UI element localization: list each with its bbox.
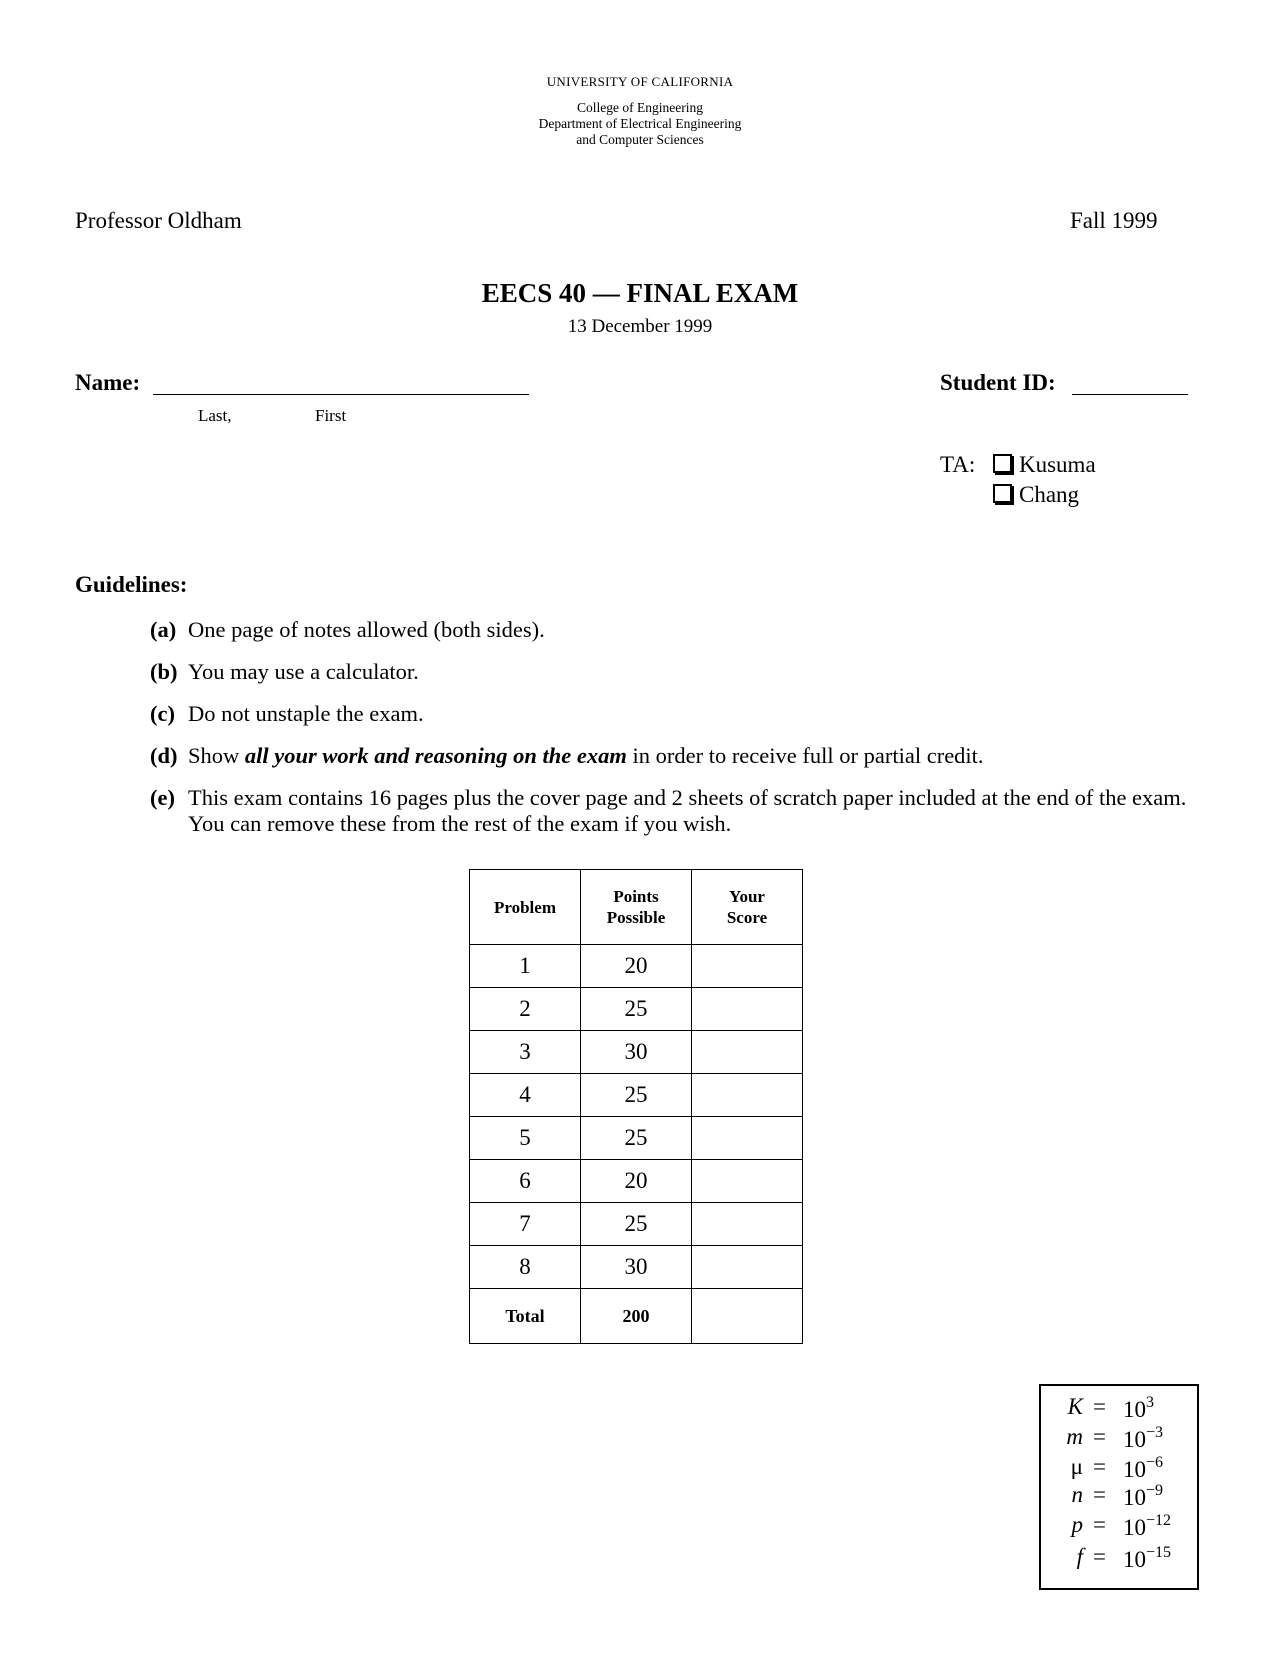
score-cell[interactable] bbox=[692, 1203, 803, 1246]
guidelines-title: Guidelines: bbox=[75, 572, 188, 597]
score-cell[interactable] bbox=[692, 988, 803, 1031]
exam-date: 13 December 1999 bbox=[567, 316, 713, 337]
ta-option-kusuma[interactable] bbox=[993, 452, 1096, 478]
guideline-item bbox=[150, 617, 1200, 643]
professor-name: Professor Oldham bbox=[75, 208, 242, 233]
problem-number: 6 bbox=[470, 1160, 581, 1203]
prefix-exponent: −6 bbox=[1146, 1454, 1164, 1471]
prefix-row: p = $10^{-12}$ bbox=[1071, 1512, 1172, 1540]
department-line-continued: and Computer Sciences bbox=[576, 132, 704, 147]
prefix-row: n = $10^{-9}$ bbox=[1071, 1482, 1164, 1510]
checkbox-icon[interactable] bbox=[993, 454, 1012, 473]
prefix-symbol: m bbox=[1066, 1424, 1083, 1449]
prefix-symbol: μ bbox=[1070, 1454, 1083, 1479]
prefix-row: μ = $10^{-6}$ bbox=[1070, 1454, 1164, 1482]
table-row bbox=[470, 1160, 803, 1203]
total-score-cell[interactable] bbox=[692, 1289, 803, 1344]
table-row bbox=[470, 1074, 803, 1117]
prefix-exponent: −12 bbox=[1146, 1512, 1172, 1529]
score-cell[interactable] bbox=[692, 945, 803, 988]
prefix-exponent: −9 bbox=[1146, 1482, 1164, 1499]
score-table-header-row bbox=[470, 870, 803, 945]
guideline-text-pre: Show bbox=[188, 743, 245, 768]
guideline-text: This exam contains 16 pages plus the cover page and 2 sheets of scratch paper included at the end of the exam. You can remove these from the rest of the exam if you wish. bbox=[188, 785, 1187, 836]
table-row bbox=[470, 988, 803, 1031]
prefix-base: 10 bbox=[1123, 1427, 1146, 1452]
score-table bbox=[469, 869, 803, 1344]
points-possible: 30 bbox=[581, 1246, 692, 1289]
prefix-symbol: f bbox=[1076, 1544, 1083, 1569]
prefix-symbol: n bbox=[1071, 1482, 1083, 1507]
header-problem: Problem bbox=[470, 870, 581, 945]
guideline-item bbox=[150, 659, 1200, 685]
problem-number: 3 bbox=[470, 1031, 581, 1074]
prefix-base: 10 bbox=[1123, 1547, 1146, 1572]
prefix-base: 10 bbox=[1123, 1485, 1146, 1510]
points-possible: 20 bbox=[581, 945, 692, 988]
name-field[interactable] bbox=[153, 394, 529, 395]
header-points-possible: Points Possible bbox=[581, 870, 692, 945]
checkbox-icon[interactable] bbox=[993, 484, 1012, 503]
department-block bbox=[0, 100, 1280, 148]
points-possible: 25 bbox=[581, 988, 692, 1031]
points-possible: 25 bbox=[581, 1074, 692, 1117]
guideline-text bbox=[188, 743, 1200, 769]
first-name-caption: First bbox=[315, 406, 347, 425]
prefix-symbol: K bbox=[1067, 1394, 1083, 1419]
table-row bbox=[470, 1031, 803, 1074]
score-cell[interactable] bbox=[692, 1117, 803, 1160]
prefix-row: m = $10^{-3}$ bbox=[1066, 1424, 1164, 1452]
prefix-base: 10 bbox=[1123, 1397, 1146, 1422]
prefix-symbol: p bbox=[1071, 1512, 1083, 1537]
guideline-text: You may use a calculator. bbox=[188, 659, 419, 684]
prefix-exponent: −15 bbox=[1146, 1544, 1172, 1561]
problem-number: 8 bbox=[470, 1246, 581, 1289]
guideline-emphasis: all your work and reasoning on the exam bbox=[244, 743, 627, 768]
exam-title: EECS 40 — FINAL EXAM bbox=[481, 278, 799, 308]
student-id-field[interactable] bbox=[1072, 394, 1188, 395]
university-name: UNIVERSITY OF CALIFORNIA bbox=[546, 74, 734, 89]
points-possible: 25 bbox=[581, 1117, 692, 1160]
last-name-caption: Last, bbox=[198, 406, 232, 425]
guideline-item bbox=[150, 743, 1200, 769]
prefix-exponent: −3 bbox=[1146, 1424, 1164, 1441]
total-row bbox=[470, 1289, 803, 1344]
table-row bbox=[470, 1117, 803, 1160]
problem-number: 1 bbox=[470, 945, 581, 988]
header-your-score: Your Score bbox=[692, 870, 803, 945]
problem-number: 5 bbox=[470, 1117, 581, 1160]
points-possible: 20 bbox=[581, 1160, 692, 1203]
guideline-text: Do not unstaple the exam. bbox=[188, 701, 424, 726]
ta-option-label: Kusuma bbox=[1019, 452, 1096, 477]
si-prefix-box bbox=[1039, 1384, 1199, 1590]
guideline-letter: (b) bbox=[150, 659, 178, 684]
prefix-row: f = $10^{-15}$ bbox=[1076, 1544, 1172, 1572]
prefix-row: K = $10^3$ bbox=[1067, 1394, 1154, 1422]
ta-option-label: Chang bbox=[1019, 482, 1080, 507]
score-cell[interactable] bbox=[692, 1160, 803, 1203]
score-cell[interactable] bbox=[692, 1246, 803, 1289]
points-possible: 25 bbox=[581, 1203, 692, 1246]
score-cell[interactable] bbox=[692, 1031, 803, 1074]
guideline-letter: (d) bbox=[150, 743, 178, 768]
total-points: 200 bbox=[581, 1289, 692, 1344]
ta-option-chang[interactable] bbox=[993, 482, 1079, 508]
guideline-letter: (e) bbox=[150, 785, 175, 810]
score-cell[interactable] bbox=[692, 1074, 803, 1117]
prefix-exponent: 3 bbox=[1146, 1394, 1154, 1411]
problem-number: 7 bbox=[470, 1203, 581, 1246]
problem-number: 2 bbox=[470, 988, 581, 1031]
problem-number: 4 bbox=[470, 1074, 581, 1117]
college-line: College of Engineering bbox=[577, 100, 703, 115]
total-label: Total bbox=[470, 1289, 581, 1344]
term-label: Fall 1999 bbox=[1070, 208, 1158, 233]
points-possible: 30 bbox=[581, 1031, 692, 1074]
department-line: Department of Electrical Engineering bbox=[538, 116, 742, 131]
prefix-base: 10 bbox=[1123, 1457, 1146, 1482]
table-row bbox=[470, 945, 803, 988]
guideline-item bbox=[150, 785, 1200, 837]
guideline-item bbox=[150, 701, 1200, 727]
prefix-base: 10 bbox=[1123, 1515, 1146, 1540]
guideline-text: One page of notes allowed (both sides). bbox=[188, 617, 545, 642]
guideline-letter: (c) bbox=[150, 701, 175, 726]
student-id-label: Student ID: bbox=[940, 370, 1056, 395]
table-row bbox=[470, 1246, 803, 1289]
name-label: Name: bbox=[75, 370, 141, 395]
table-row bbox=[470, 1203, 803, 1246]
guideline-text-post: in order to receive full or partial credit. bbox=[626, 743, 984, 768]
guideline-letter: (a) bbox=[150, 617, 177, 642]
ta-label: TA: bbox=[940, 452, 976, 477]
